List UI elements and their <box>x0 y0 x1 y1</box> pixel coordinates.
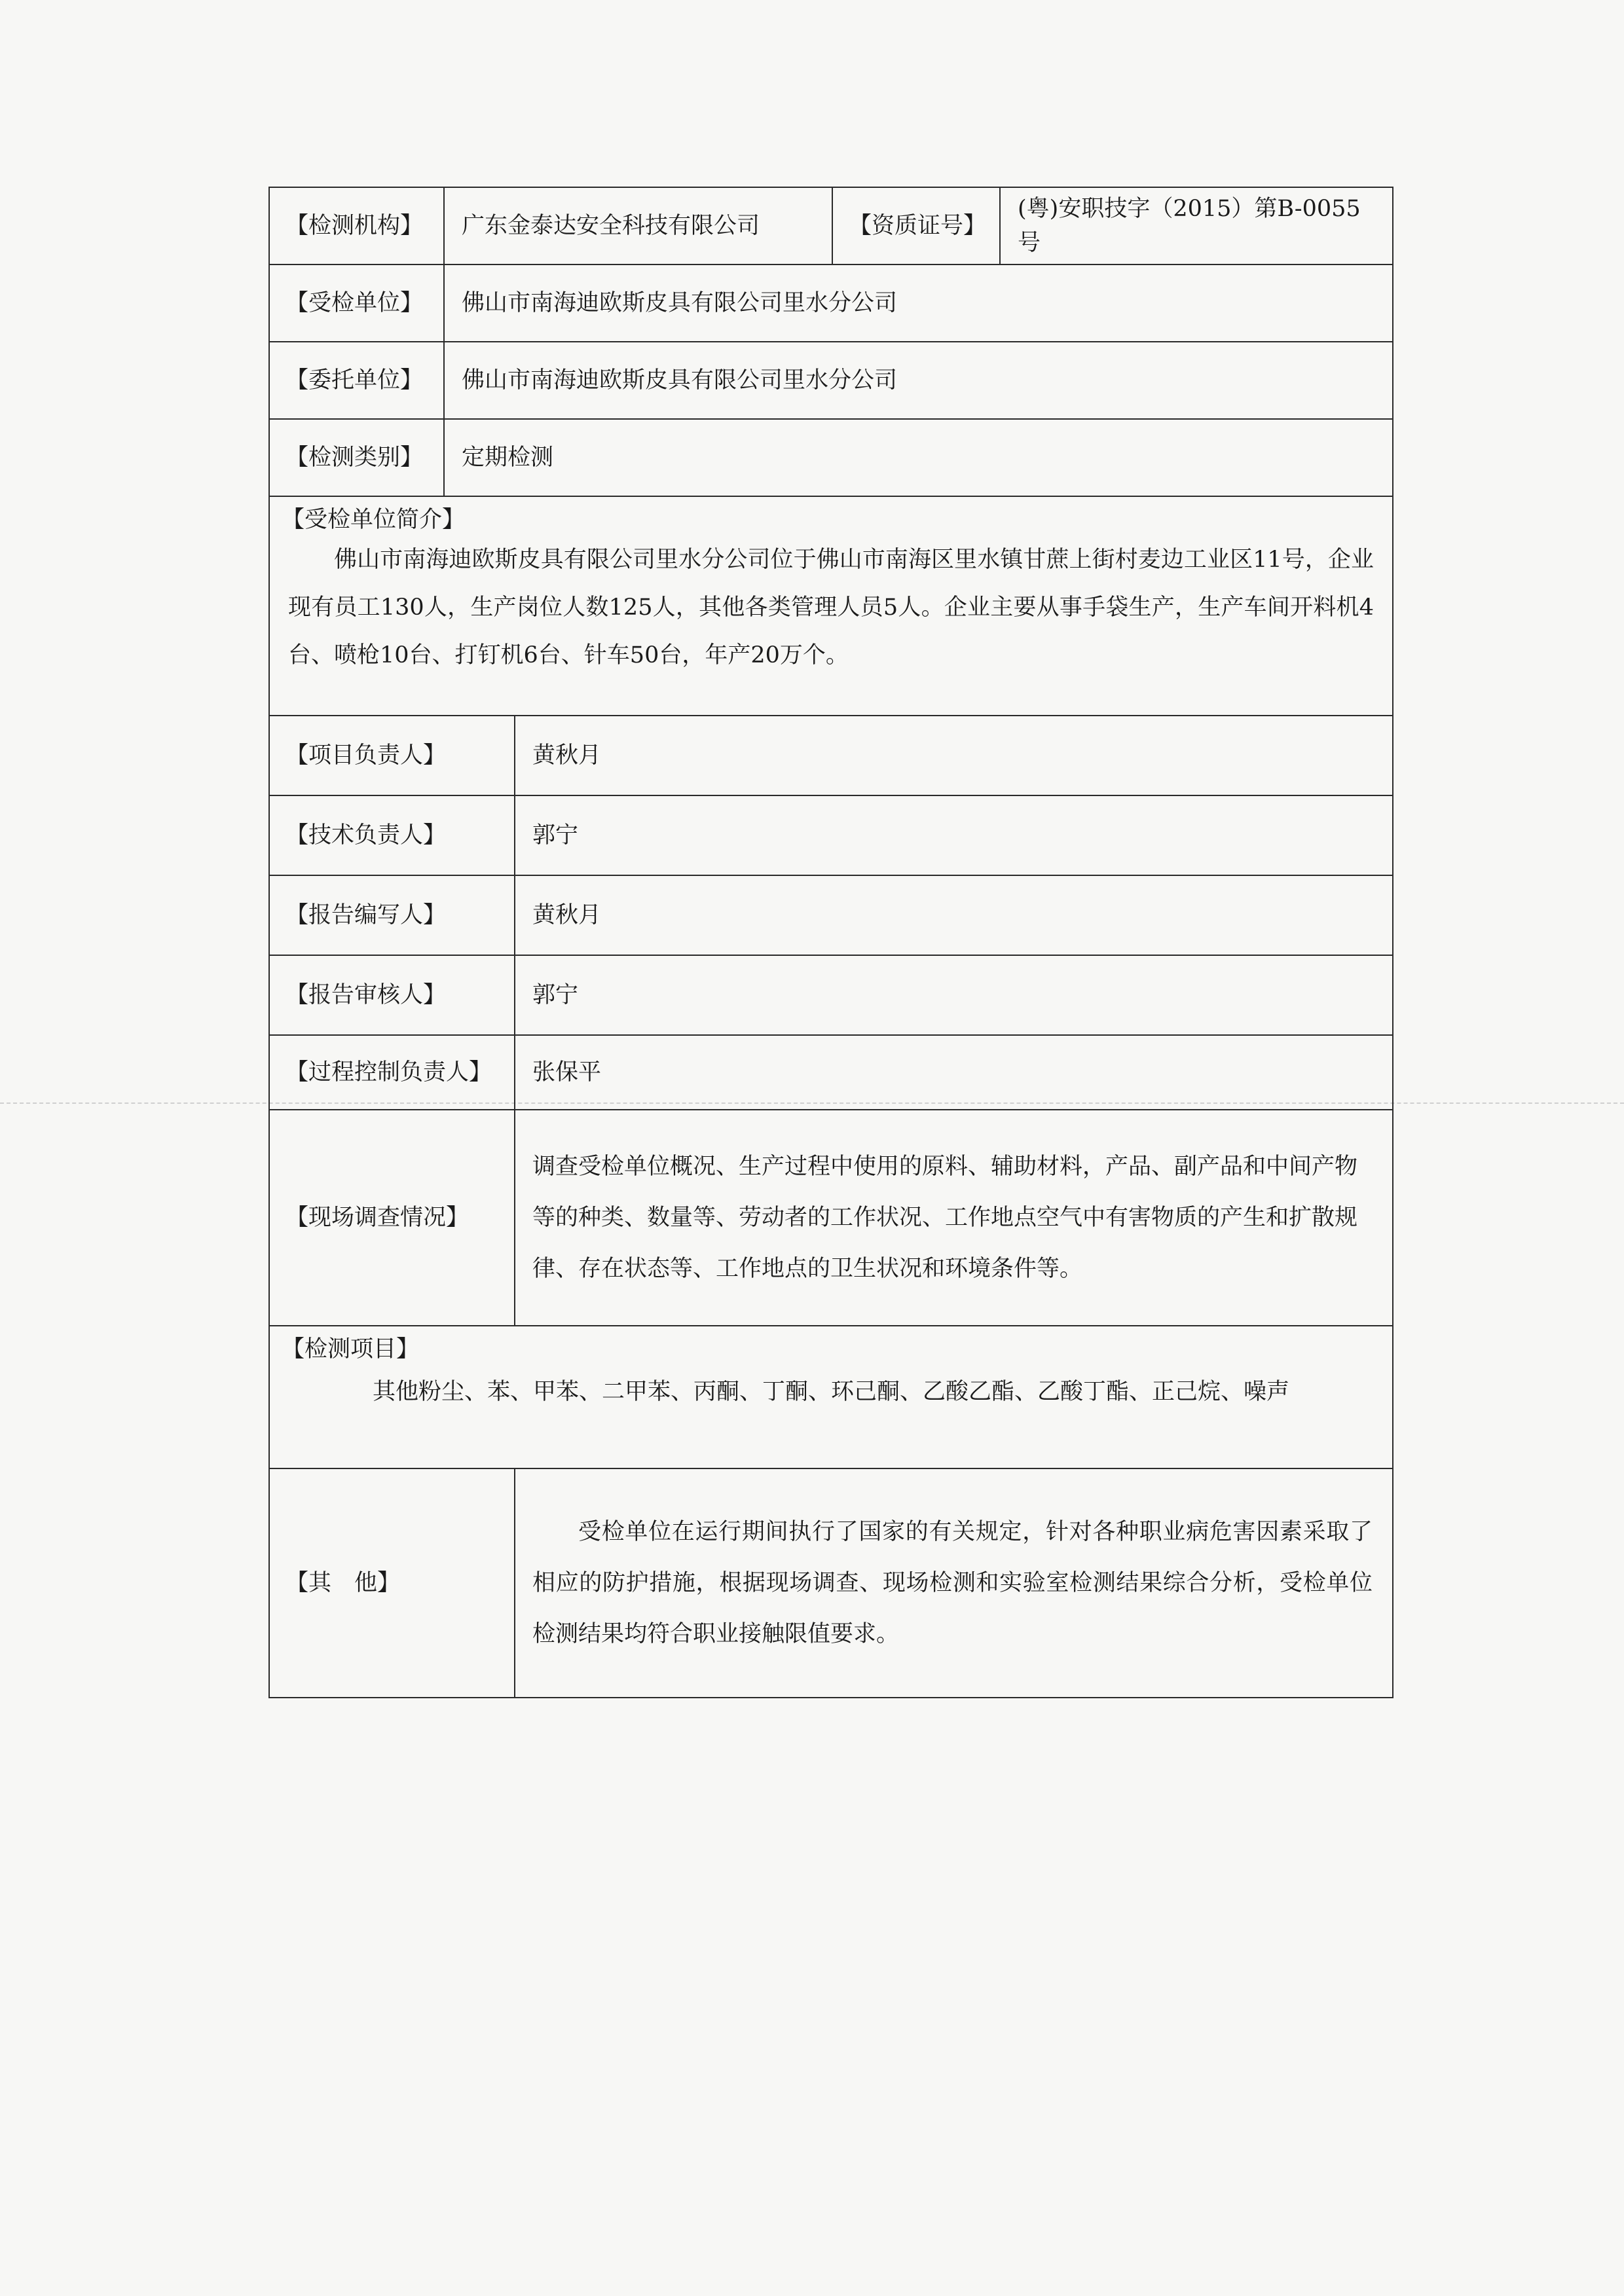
intro-cell <box>269 496 1393 716</box>
writer-label: 【报告编写人】 <box>269 875 515 955</box>
row-client <box>269 342 1393 419</box>
row-project-lead <box>269 716 1393 795</box>
client-value: 佛山市南海迪欧斯皮具有限公司里水分公司 <box>444 342 1393 419</box>
project-lead-value: 黄秋月 <box>515 716 1393 795</box>
writer-value: 黄秋月 <box>515 875 1393 955</box>
row-items <box>269 1326 1393 1468</box>
project-lead-label: 【项目负责人】 <box>269 716 515 795</box>
items-cell <box>269 1326 1393 1468</box>
row-writer <box>269 875 1393 955</box>
items-value: 其他粉尘、苯、甲苯、二甲苯、丙酮、丁酮、环己酮、乙酸乙酯、乙酸丁酯、正己烷、噪声 <box>373 1379 1290 1405</box>
survey-cell <box>515 1110 1393 1326</box>
row-agency <box>269 187 1393 264</box>
row-tech-lead <box>269 795 1393 875</box>
survey-value: 调查受检单位概况、生产过程中使用的原料、辅助材料，产品、副产品和中间产物等的种类、数量等、劳动者的工作状况、工作地点空气中有害物质的产生和扩散规律、存在状态等、工作地点的卫生状况和环境条件等。 <box>532 1154 1358 1282</box>
type-label: 【检测类别】 <box>269 419 444 496</box>
tech-lead-label: 【技术负责人】 <box>269 795 515 875</box>
other-value: 受检单位在运行期间执行了国家的有关规定，针对各种职业病危害因素采取了相应的防护措施，根据现场调查、现场检测和实验室检测结果综合分析，受检单位检测结果均符合职业接触限值要求。 <box>532 1519 1373 1647</box>
items-label: 【检测项目】 <box>282 1336 420 1362</box>
other-cell <box>515 1468 1393 1698</box>
row-type <box>269 419 1393 496</box>
agency-value: 广东金泰达安全科技有限公司 <box>444 187 832 264</box>
intro-text: 佛山市南海迪欧斯皮具有限公司里水分公司位于佛山市南海区里水镇甘蔗上街村麦边工业区11号，企业现有员工130人，生产岗位人数125人，其他各类管理人员5人。企业主要从事手袋生产，生产车间开料机4台、喷枪10台、打钉机6台、针车50台，年产20万个。 <box>288 547 1375 668</box>
row-other <box>269 1468 1393 1698</box>
row-process-lead <box>269 1035 1393 1110</box>
inspected-label: 【受检单位】 <box>269 264 444 342</box>
cert-label: 【资质证号】 <box>832 187 1000 264</box>
process-lead-label: 【过程控制负责人】 <box>269 1035 515 1110</box>
reviewer-value: 郭宁 <box>515 955 1393 1035</box>
other-label: 【其 他】 <box>269 1468 515 1698</box>
reviewer-label: 【报告审核人】 <box>269 955 515 1035</box>
client-label: 【委托单位】 <box>269 342 444 419</box>
agency-label: 【检测机构】 <box>269 187 444 264</box>
row-inspected <box>269 264 1393 342</box>
cert-value: (粤)安职技字（2015）第B-0055号 <box>1000 187 1393 264</box>
type-value: 定期检测 <box>444 419 1393 496</box>
inspected-value: 佛山市南海迪欧斯皮具有限公司里水分公司 <box>444 264 1393 342</box>
row-survey <box>269 1110 1393 1326</box>
report-summary-table <box>268 187 1393 1698</box>
row-reviewer <box>269 955 1393 1035</box>
intro-label: 【受检单位简介】 <box>282 507 466 533</box>
survey-label: 【现场调查情况】 <box>269 1110 515 1326</box>
tech-lead-value: 郭宁 <box>515 795 1393 875</box>
process-lead-value: 张保平 <box>515 1035 1393 1110</box>
row-intro <box>269 496 1393 716</box>
